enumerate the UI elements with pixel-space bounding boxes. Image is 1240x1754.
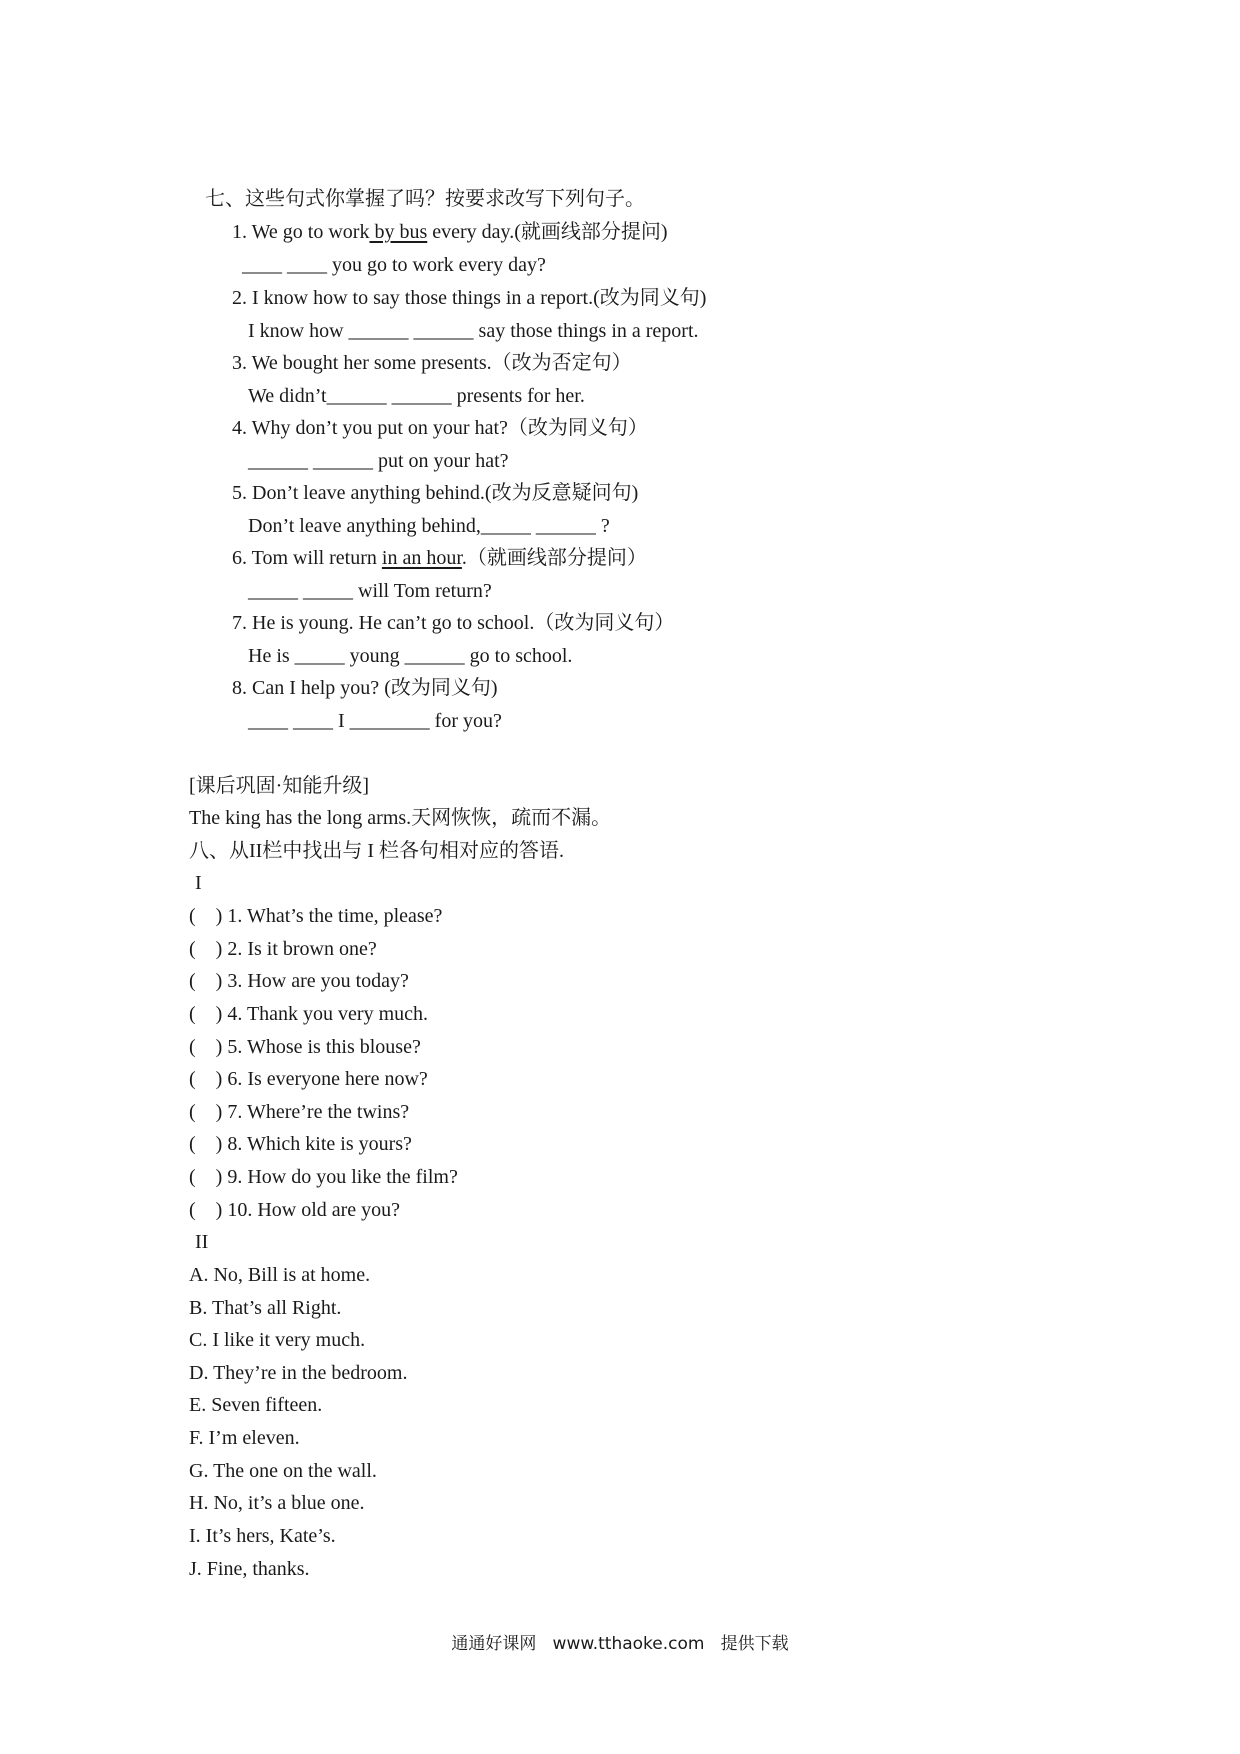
question-4: 4. Why don’t you put on your hat?（改为同义句） (232, 417, 648, 439)
matching-answer: E. Seven fifteen. (189, 1394, 323, 1416)
matching-answer: H. No, it’s a blue one. (189, 1492, 365, 1514)
question-3: 3. We bought her some presents.（改为否定句） (232, 352, 632, 374)
matching-question: ( ) 2. Is it brown one? (189, 938, 377, 960)
proverb: The king has the long arms.天网恢恢，疏而不漏。 (189, 807, 612, 829)
question-5: 5. Don’t leave anything behind.(改为反意疑问句) (232, 482, 639, 504)
question-6-underlined: in an hour (381, 547, 462, 569)
matching-question: ( ) 4. Thank you very much. (189, 1003, 429, 1025)
question-6 (232, 548, 647, 568)
question-7-answer-line: He is _____ young ______ go to school. (248, 645, 573, 667)
question-5-answer-line: Don’t leave anything behind,_____ ______ ? (248, 515, 610, 537)
matching-question: ( ) 1. What’s the time, please? (189, 905, 443, 927)
matching-answer: I. It’s hers, Kate’s. (189, 1525, 336, 1547)
column-2-label: II (195, 1231, 209, 1253)
question-3-answer-line: We didn’t______ ______ presents for her. (248, 385, 585, 407)
question-7: 7. He is young. He can’t go to school.（改为同义句） (232, 612, 675, 634)
question-8-answer-line: ____ ____ I ________ for you? (248, 710, 502, 732)
question-4-answer-line: ______ ______ put on your hat? (248, 450, 509, 472)
question-2-answer-line: I know how ______ ______ say those things in a report. (248, 320, 699, 342)
matching-answer: C. I like it very much. (189, 1329, 366, 1351)
consolidation-header: [课后巩固·知能升级] (189, 775, 369, 797)
matching-question: ( ) 10. How old are you? (189, 1199, 401, 1221)
question-1-text-a: 1. We go to work (232, 221, 370, 243)
matching-answer: D. They’re in the bedroom. (189, 1362, 408, 1384)
matching-question: ( ) 5. Whose is this blouse? (189, 1036, 421, 1058)
column-1-label: I (195, 872, 202, 894)
question-1-underlined: by bus (369, 221, 428, 243)
matching-answer: G. The one on the wall. (189, 1460, 377, 1482)
matching-answer: A. No, Bill is at home. (189, 1264, 371, 1286)
question-1 (232, 222, 668, 242)
matching-answer: F. I’m eleven. (189, 1427, 300, 1449)
question-2: 2. I know how to say those things in a report.(改为同义句) (232, 287, 707, 309)
question-6-answer-line: _____ _____ will Tom return? (248, 580, 492, 602)
matching-answer: B. That’s all Right. (189, 1297, 342, 1319)
question-8: 8. Can I help you? (改为同义句) (232, 677, 498, 699)
section-8-title: 八、从II栏中找出与 I 栏各句相对应的答语. (189, 840, 564, 862)
question-1-text-b: every day.(就画线部分提问) (427, 221, 668, 243)
page-footer: 通通好课网 www.tthaoke.com 提供下载 (451, 1634, 789, 1654)
matching-question: ( ) 3. How are you today? (189, 970, 409, 992)
section-7-title: 七、这些句式你掌握了吗？按要求改写下列句子。 (205, 188, 645, 210)
question-6-text-b: .（就画线部分提问） (461, 547, 647, 569)
question-1-answer-line: ____ ____ you go to work every day? (242, 254, 546, 276)
matching-question: ( ) 6. Is everyone here now? (189, 1068, 428, 1090)
matching-question: ( ) 9. How do you like the film? (189, 1166, 458, 1188)
matching-question: ( ) 7. Where’re the twins? (189, 1101, 410, 1123)
matching-question: ( ) 8. Which kite is yours? (189, 1133, 412, 1155)
matching-answer: J. Fine, thanks. (189, 1558, 310, 1580)
question-6-text-a: 6. Tom will return (232, 547, 382, 569)
